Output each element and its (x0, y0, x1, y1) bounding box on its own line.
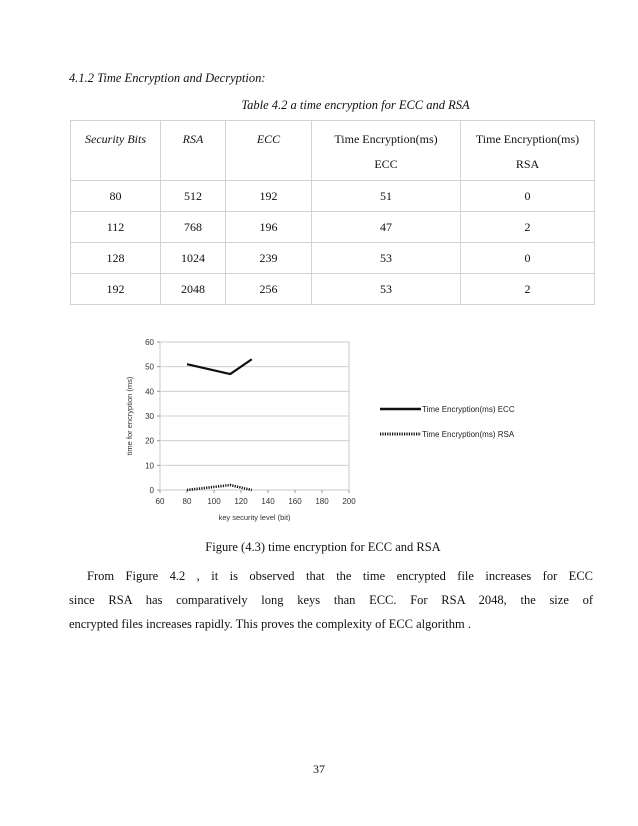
y-tick-label: 60 (145, 338, 154, 347)
header-rsa: RSA (161, 121, 226, 181)
x-tick-label: 120 (234, 497, 248, 506)
paragraph-line: encrypted files increases rapidly. This proves the complexity of ECC algorithm . (69, 617, 471, 631)
table-cell: 47 (312, 212, 461, 243)
table-cell: 80 (71, 181, 161, 212)
y-tick-label: 0 (149, 486, 154, 495)
paragraph-line: From Figure 4.2 , it is observed that the time encrypted file increases for ECC (87, 569, 593, 583)
table-cell: 112 (71, 212, 161, 243)
table-cell: 1024 (161, 243, 226, 274)
header-security-bits: Security Bits (71, 121, 161, 181)
table-cell: 2048 (161, 274, 226, 305)
x-tick-label: 80 (182, 497, 192, 506)
page-number: 37 (313, 762, 325, 776)
table-cell: 256 (226, 274, 312, 305)
table-cell: 512 (161, 181, 226, 212)
table-row (71, 243, 595, 274)
y-axis-label: time for encryption (ms) (125, 376, 134, 456)
x-axis-label: key security level (bit) (218, 513, 291, 522)
encryption-time-table (70, 120, 595, 305)
y-tick-label: 50 (145, 362, 154, 372)
x-tick-label: 180 (315, 497, 329, 506)
table-row (71, 274, 595, 305)
header-time-encryption-ecc: Time Encryption(ms) ECC (312, 121, 461, 181)
y-tick-label: 10 (145, 461, 154, 471)
table-cell: 0 (461, 181, 595, 212)
x-tick-label: 140 (261, 497, 275, 506)
x-tick-label: 60 (155, 497, 165, 506)
table-cell: 53 (312, 243, 461, 274)
header-time-encryption-rsa: Time Encryption(ms) RSA (461, 121, 595, 181)
table-header-row (71, 121, 595, 181)
table-cell: 0 (461, 243, 595, 274)
table-cell: 768 (161, 212, 226, 243)
table-cell: 51 (312, 181, 461, 212)
encryption-time-chart (118, 336, 550, 532)
table-cell: 128 (71, 243, 161, 274)
figure-caption: Figure (4.3) time encryption for ECC and RSA (205, 540, 441, 554)
legend-label: Time Encryption(ms) RSA (422, 430, 515, 439)
paragraph-line: since RSA has comparatively long keys than ECC. For RSA 2048, the size of (69, 593, 593, 607)
table-cell: 192 (226, 181, 312, 212)
table-row (71, 212, 595, 243)
section-title: 4.1.2 Time Encryption and Decryption: (69, 71, 266, 85)
table-row (71, 181, 595, 212)
header-ecc: ECC (226, 121, 312, 181)
x-tick-label: 100 (207, 497, 221, 506)
y-tick-label: 20 (145, 436, 154, 446)
y-tick-label: 30 (145, 412, 154, 421)
legend-label: Time Encryption(ms) ECC (422, 405, 515, 414)
table-cell: 53 (312, 274, 461, 305)
x-tick-label: 160 (288, 497, 302, 506)
y-tick-label: 40 (145, 387, 154, 397)
table-cell: 196 (226, 212, 312, 243)
table-cell: 239 (226, 243, 312, 274)
table-cell: 2 (461, 212, 595, 243)
body-paragraph (69, 564, 593, 636)
x-tick-label: 200 (342, 497, 356, 506)
table-cell: 2 (461, 274, 595, 305)
table-cell: 192 (71, 274, 161, 305)
table-caption: Table 4.2 a time encryption for ECC and RSA (241, 98, 470, 112)
